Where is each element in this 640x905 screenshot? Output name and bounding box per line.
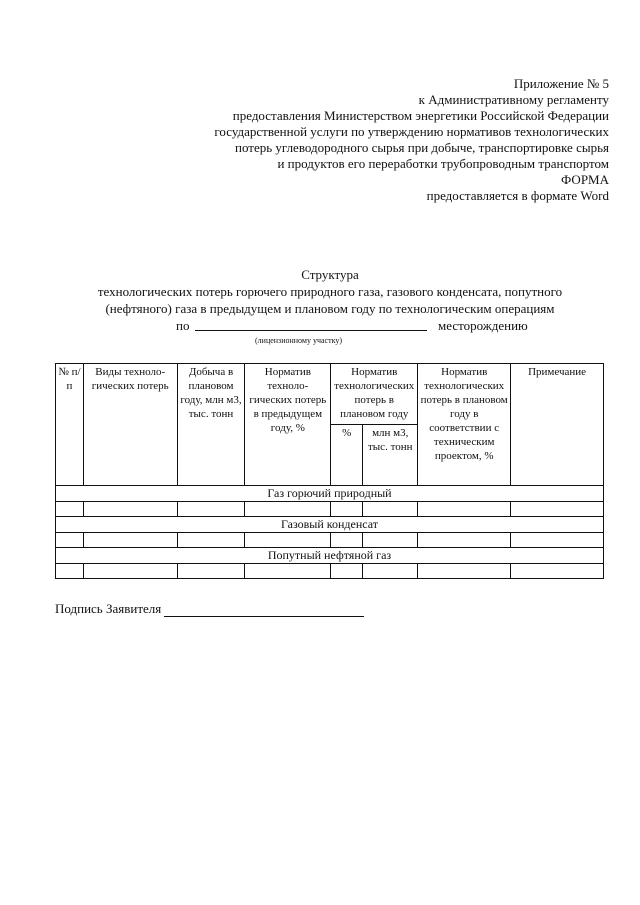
col-header-loss-types: Виды техноло-гических потерь — [83, 364, 177, 486]
subcol-header-percent: % — [331, 425, 363, 486]
section-natural-gas: Газ горючий природный — [56, 486, 604, 502]
signature-line[interactable] — [164, 602, 364, 617]
col-header-plan-year-norm: Норматив технологических потерь в плановом году — [331, 364, 418, 425]
table-cell[interactable] — [331, 564, 363, 579]
deposit-blank-field[interactable] — [195, 330, 427, 331]
header-line: к Административному регламенту — [418, 92, 609, 107]
table-cell[interactable] — [177, 533, 245, 548]
deposit-line — [40, 317, 620, 334]
signature-label: Подпись Заявителя — [55, 601, 162, 616]
header-line: государственной услуги по утверждению нормативов технологических — [214, 124, 609, 139]
col-header-number: № п/п — [56, 364, 84, 486]
deposit-label: месторождению — [438, 318, 528, 333]
table-cell[interactable] — [56, 564, 84, 579]
table-cell[interactable] — [56, 502, 84, 517]
table-cell[interactable] — [83, 533, 177, 548]
header-line: и продуктов его переработки трубопроводным транспортом — [277, 156, 609, 171]
title-line: технологических потерь горючего природного газа, газового конденсата, попутного — [97, 284, 563, 299]
table-cell[interactable] — [177, 502, 245, 517]
table-cell[interactable] — [418, 533, 511, 548]
section-associated-gas: Попутный нефтяной газ — [56, 548, 604, 564]
table-row — [56, 502, 604, 517]
table-cell[interactable] — [83, 502, 177, 517]
format-note: предоставляется в формате Word — [426, 188, 609, 203]
table-row — [56, 533, 604, 548]
table-cell[interactable] — [245, 564, 331, 579]
table-cell[interactable] — [511, 564, 604, 579]
subcol-header-volume: млн м3, тыс. тонн — [363, 425, 418, 486]
table-cell[interactable] — [245, 502, 331, 517]
document-title — [40, 266, 620, 346]
title-heading: Структура — [301, 267, 359, 282]
table-cell[interactable] — [418, 502, 511, 517]
header-line: потерь углеводородного сырья при добыче, транспортировке сырья — [234, 140, 609, 155]
table-cell[interactable] — [331, 502, 363, 517]
header-line: предоставления Министерством энергетики Российской Федерации — [232, 108, 609, 123]
table-cell[interactable] — [511, 533, 604, 548]
form-label: ФОРМА — [561, 172, 609, 187]
table-cell[interactable] — [418, 564, 511, 579]
col-header-project-norm: Норматив технологических потерь в плановом году в соответствии с техническим проектом, % — [418, 364, 511, 486]
table-cell[interactable] — [177, 564, 245, 579]
losses-table — [55, 363, 604, 579]
table-cell[interactable] — [245, 533, 331, 548]
title-line: (нефтяного) газа в предыдущем и плановом году по технологическим операциям — [105, 301, 555, 316]
table-cell[interactable] — [83, 564, 177, 579]
col-header-production: Добыча в плановом году, млн м3, тыс. тонн — [177, 364, 245, 486]
table-cell[interactable] — [331, 533, 363, 548]
col-header-note: Примечание — [511, 364, 604, 486]
po-label: по — [176, 318, 190, 333]
table-cell[interactable] — [363, 533, 418, 548]
field-hint: (лицензионному участку) — [255, 336, 343, 345]
section-gas-condensate: Газовый конденсат — [56, 517, 604, 533]
table-cell[interactable] — [363, 564, 418, 579]
table-cell[interactable] — [56, 533, 84, 548]
table-row — [56, 564, 604, 579]
table-cell[interactable] — [511, 502, 604, 517]
appendix-header — [49, 76, 609, 204]
col-header-prev-year-norm: Норматив техноло-гических потерь в предыдущем году, % — [245, 364, 331, 486]
table-cell[interactable] — [363, 502, 418, 517]
applicant-signature — [55, 601, 364, 617]
appendix-number: Приложение № 5 — [513, 76, 609, 91]
